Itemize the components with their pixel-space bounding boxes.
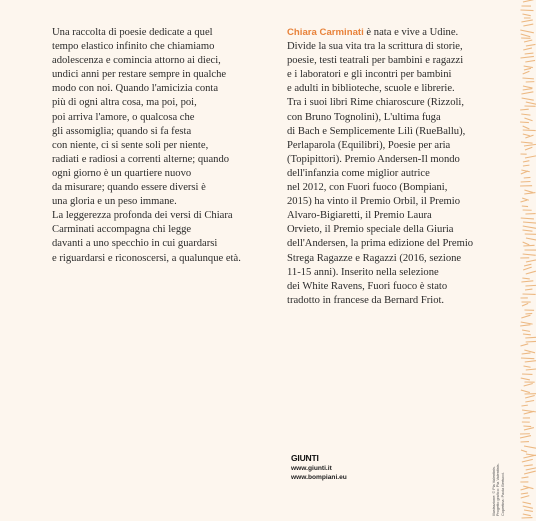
hatch-stroke (523, 24, 533, 26)
hatch-stroke (524, 384, 533, 386)
hatch-stroke (522, 502, 530, 504)
synopsis-line: radiati e radiosi a correnti alterne; quando (52, 153, 230, 165)
hatch-stroke (523, 130, 536, 131)
hatch-stroke (523, 426, 531, 427)
hatch-stroke (523, 0, 533, 2)
hatch-stroke (525, 147, 532, 150)
cover-credits (492, 463, 505, 516)
bio-first-line (287, 26, 501, 40)
hatch-stroke (525, 396, 535, 398)
hatch-stroke (523, 254, 536, 255)
hatch-stroke (522, 78, 533, 79)
synopsis-line: undici anni per restare sempre in qualche (52, 69, 227, 81)
bio-line: Strega Ragazze e Ragazzi (2016, sezione (287, 252, 462, 264)
hatch-stroke (522, 14, 530, 16)
hatch-stroke (524, 350, 535, 353)
hatch-stroke (521, 142, 533, 143)
hatch-stroke (523, 165, 530, 166)
hatch-stroke (520, 56, 533, 58)
bio-line: 11-15 anni). Inserito nella selezione (287, 266, 439, 278)
hatch-stroke (521, 450, 527, 452)
bio-line: tradotto in francese da Bernard Friot. (287, 294, 445, 306)
hatch-stroke (524, 264, 531, 266)
hatch-stroke (520, 325, 530, 326)
hatch-stroke (521, 477, 528, 478)
decorative-pattern-edge (510, 0, 536, 521)
hatch-stroke (521, 181, 531, 182)
synopsis-line: da misurare; quando essere diversi è (52, 182, 206, 194)
hatch-stroke (525, 400, 534, 402)
hatch-stroke (523, 134, 530, 136)
hatch-stroke (524, 193, 535, 194)
synopsis-line: ogni giorno è un quartiere nuovo (52, 167, 192, 179)
hatch-stroke (520, 109, 529, 110)
hatch-stroke (522, 353, 531, 354)
credit-line: Copertina: Paola Bertucci. (500, 471, 505, 516)
giunti-logo: GIUNTI (291, 453, 319, 463)
hatch-stroke (524, 510, 533, 511)
hatch-stroke (521, 344, 529, 346)
hatch-stroke (522, 230, 532, 231)
bio-line: dell'infanzia come miglior autrice (287, 167, 430, 179)
hatch-stroke (524, 446, 536, 448)
hatch-stroke (526, 260, 536, 262)
hatch-stroke (525, 361, 536, 362)
hatch-stroke (522, 459, 533, 462)
hatch-stroke (521, 114, 530, 115)
hatch-stroke (523, 226, 536, 228)
bio-line: (Topipittori). Premio Andersen-Il mondo (287, 153, 460, 165)
hatch-stroke (525, 53, 534, 54)
hatch-stroke (525, 337, 536, 338)
hatch-stroke (523, 242, 530, 245)
hatch-stroke (523, 71, 530, 74)
hatch-stroke (526, 238, 536, 240)
hatch-stroke (526, 369, 536, 370)
synopsis-text (52, 26, 258, 266)
hatch-stroke (520, 436, 531, 438)
hatch-stroke (522, 98, 534, 100)
hatch-stroke (520, 200, 527, 202)
hatch-stroke (524, 144, 536, 146)
bio-line: Alvaro-Bigiaretti, il Premio Laura (287, 210, 432, 222)
hatch-stroke (521, 34, 531, 37)
hatch-stroke (524, 40, 532, 42)
hatch-stroke (523, 514, 531, 516)
hatch-stroke (521, 92, 533, 94)
bio-line: Perlaparola (Equilibri), Poesie per aria (287, 139, 451, 151)
author-bio (287, 26, 501, 308)
hatch-stroke (522, 330, 530, 331)
hatch-stroke (523, 245, 534, 246)
hatch-stroke (523, 222, 536, 223)
hatch-stroke (521, 322, 533, 324)
hatch-stroke (524, 366, 531, 367)
hatch-stroke (521, 487, 530, 490)
bompiani-url[interactable]: www.bompiani.eu (291, 473, 347, 481)
hatch-stroke (521, 171, 528, 174)
hatch-stroke (522, 198, 529, 200)
hatch-stroke (520, 30, 534, 33)
hatch-stroke (520, 10, 533, 11)
credit-line: Illustrazione: © Pia Valentinis. (492, 465, 496, 516)
hatch-stroke (521, 390, 530, 393)
hatch-stroke (525, 313, 532, 314)
hatch-stroke (521, 20, 532, 22)
synopsis-line: con niente, ci si sente soli per niente, (52, 139, 209, 151)
hatch-stroke (521, 358, 534, 359)
hatch-stroke (526, 341, 536, 342)
synopsis-line: gli assomiglia; quando si fa festa (52, 125, 192, 137)
hatch-stroke (521, 493, 528, 494)
hatch-stroke (526, 102, 536, 104)
hatch-stroke (521, 315, 530, 318)
credit-line: Progetto grafico: Pia Valentinis. (496, 463, 501, 516)
bio-line: Divide la sua vita tra la scrittura di storie, (287, 41, 463, 53)
bio-line: e adulti in biblioteche, scuole e librerie. (287, 83, 455, 95)
synopsis-line: adolescenza e comincia attorno ai dieci, (52, 55, 221, 67)
synopsis-line: davanti a uno specchio in cui guardarsi (52, 238, 218, 250)
hatch-stroke (523, 267, 532, 270)
giunti-url[interactable]: www.giunti.it (291, 464, 332, 472)
hatch-stroke (523, 48, 532, 50)
synopsis-line: e riguardarsi e riconoscersi, a qualunque età. (52, 252, 241, 264)
bio-line: 2015) ha vinto il Premio Orbil, il Premio (287, 196, 461, 208)
hatch-stroke (526, 468, 536, 470)
hatch-stroke (525, 60, 535, 62)
hatch-stroke (524, 190, 533, 193)
hatch-stroke (522, 278, 529, 279)
hatch-stroke (526, 44, 536, 46)
synopsis-line: poi arriva l'amore, o qualcosa che (52, 111, 195, 123)
synopsis-line: più di ogni altra cosa, ma poi, poi, (52, 97, 197, 109)
synopsis-line: Carminati accompagna chi legge (52, 224, 192, 236)
hatch-stroke (523, 334, 531, 335)
hatch-stroke (526, 271, 536, 274)
synopsis-line: una gloria e un peso immane. (52, 196, 177, 208)
bio-line: nel 2012, con Fuori fuoco (Bompiani, (287, 182, 448, 194)
synopsis-line: Una raccolta di poesie dedicate a quel (52, 27, 213, 38)
bio-line: e i laboratori e gli incontri per bambini (287, 69, 452, 81)
hatch-stroke (521, 218, 534, 219)
hatch-stroke (524, 118, 532, 121)
hatch-stroke (521, 496, 530, 498)
hatch-stroke (524, 465, 533, 466)
hatch-stroke (520, 122, 529, 123)
bio-line: poesie, testi teatrali per bambini e ragazzi (287, 55, 464, 67)
hatch-stroke (524, 66, 533, 68)
hatch-stroke (522, 303, 528, 306)
hatch-stroke (521, 281, 533, 282)
publisher-footer (291, 454, 347, 482)
hatch-stroke (525, 285, 536, 286)
hatch-stroke (523, 89, 533, 90)
hatch-stroke (524, 428, 534, 430)
bio-line: Tra i suoi libri Rime chiaroscure (Rizzoli, (287, 97, 465, 109)
synopsis-line: La leggerezza profonda dei versi di Chiara (52, 210, 233, 222)
synopsis-line: modo con noi. Quando l'amicizia conta (52, 83, 219, 95)
bio-line: Orvieto, il Premio speciale della Giuria (287, 224, 454, 236)
hatch-stroke (524, 411, 534, 414)
hatch-stroke (523, 86, 533, 88)
bio-line: con Bruno Tognolini), L'ultima fuga (287, 111, 441, 123)
author-name: Chiara Carminati (287, 27, 364, 38)
hatch-stroke (521, 405, 527, 406)
hatch-stroke (525, 156, 536, 158)
hatch-stroke (522, 206, 528, 207)
bio-line: è nata e vive a Udine. (363, 27, 459, 38)
bio-line: dell'Andersen, la prima edizione del Premio (287, 238, 474, 250)
hatch-stroke (523, 455, 536, 458)
hatch-stroke (523, 126, 530, 129)
synopsis-line: tempo elastico infinito che chiamiamo (52, 41, 215, 53)
hatch-stroke (521, 378, 530, 380)
hatch-stroke (523, 506, 533, 508)
hatch-stroke (524, 471, 536, 474)
hatch-stroke (524, 68, 531, 70)
hatch-stroke (525, 289, 532, 290)
hatch-stroke (523, 161, 529, 162)
bio-line: dei White Ravens, Fuori fuoco è stato (287, 280, 448, 292)
bio-line: di Bach e Semplicemente Lilì (RueBallu), (287, 125, 466, 137)
hatch-stroke (524, 177, 531, 178)
